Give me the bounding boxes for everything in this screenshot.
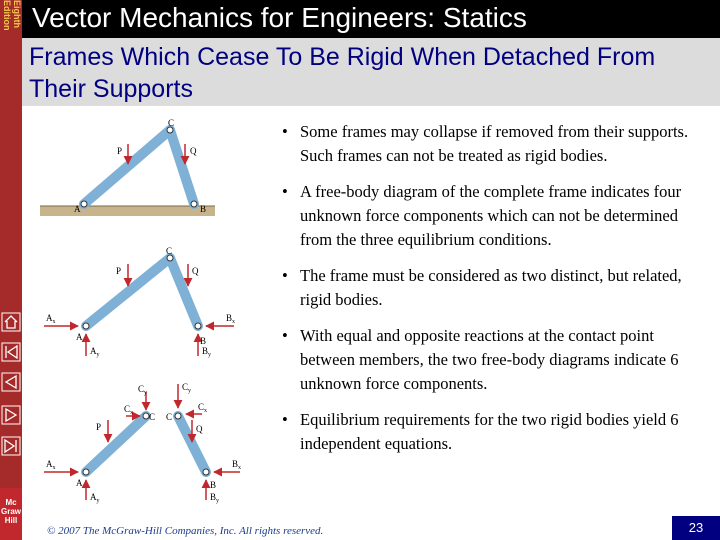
label-q: Q — [192, 266, 199, 276]
page-title: Vector Mechanics for Engineers: Statics — [32, 2, 527, 33]
pin-a — [81, 201, 87, 207]
label-c-left: C — [149, 412, 156, 422]
publisher-logo — [0, 488, 22, 540]
label-cx-right: $C_x$ — [198, 402, 208, 414]
sidebar — [0, 0, 22, 540]
bullet-item: • Equilibrium requirements for the two rigid bodies yield 6 independent equations. — [282, 408, 710, 456]
previous-slide-icon[interactable] — [1, 372, 21, 392]
page-number-badge: 23 — [672, 516, 720, 540]
bullet-item: • The frame must be considered as two distinct, but related, rigid bodies. — [282, 264, 710, 312]
label-cy-right: $C_y$ — [182, 382, 192, 394]
label-c-right: C — [166, 412, 173, 422]
pin-a — [83, 469, 89, 475]
home-icon[interactable] — [1, 312, 21, 332]
label-cx-left: $C_x$ — [124, 404, 134, 416]
pin-c-right — [175, 413, 181, 419]
first-slide-icon[interactable] — [1, 342, 21, 362]
logo-line2: Graw — [0, 507, 21, 516]
label-ax: $A_x$ — [46, 459, 56, 471]
figure-complete-fbd — [44, 246, 235, 358]
bullet-item: • Some frames may collapse if removed from their supports. Such frames can not be treated as rigid bodies. — [282, 120, 710, 168]
label-c: C — [166, 246, 173, 256]
pin-a — [83, 323, 89, 329]
edition-line1: Eighth — [12, 0, 22, 28]
label-bx: $B_x$ — [226, 313, 236, 325]
label-b: B — [210, 480, 217, 490]
member-cb — [170, 130, 194, 204]
pin-b — [203, 469, 209, 475]
frame-diagrams — [30, 114, 280, 514]
slide-subtitle: Frames Which Cease To Be Rigid When Detached From Their Supports — [29, 43, 656, 103]
label-q: Q — [190, 146, 197, 156]
label-p: P — [116, 266, 122, 276]
bullet-item: • With equal and opposite reactions at the contact point between members, the two free-body diagrams indicate 6 unknown force components. — [282, 324, 710, 396]
label-b: B — [200, 336, 207, 346]
last-slide-icon[interactable] — [1, 436, 21, 456]
figure-separated-fbd — [44, 382, 241, 504]
pin-b — [195, 323, 201, 329]
label-by: $B_y$ — [210, 492, 220, 504]
bullet-list — [282, 120, 710, 468]
label-ax: $A_x$ — [46, 313, 56, 325]
edition-line2: Edition — [2, 0, 12, 31]
label-by: $B_y$ — [202, 346, 212, 358]
label-a: A — [76, 332, 83, 342]
bullet-item: • A free-body diagram of the complete frame indicates four unknown force components which can not be determined from the three equilibrium conditions. — [282, 180, 710, 252]
subtitle-bar — [22, 38, 720, 106]
label-bx: $B_x$ — [232, 459, 242, 471]
label-a: A — [74, 204, 81, 214]
label-c: C — [168, 118, 175, 128]
label-a: A — [76, 478, 83, 488]
logo-line1: Mc — [5, 498, 17, 507]
ground — [40, 206, 215, 216]
label-b: B — [200, 204, 207, 214]
member-ac — [84, 130, 170, 204]
label-cy-left: $C_y$ — [138, 384, 148, 396]
label-p: P — [96, 422, 102, 432]
pin-b — [191, 201, 197, 207]
edition-label — [0, 0, 22, 42]
label-ay: $A_y$ — [90, 346, 100, 358]
figure-frame-on-supports — [40, 118, 215, 216]
logo-line3: Hill — [4, 516, 18, 525]
copyright-notice: © 2007 The McGraw-Hill Companies, Inc. All rights reserved. — [47, 525, 324, 537]
member-ac — [86, 416, 146, 472]
next-slide-icon[interactable] — [1, 405, 21, 425]
label-q: Q — [196, 424, 203, 434]
label-p: P — [117, 146, 123, 156]
label-ay: $A_y$ — [90, 492, 100, 504]
title-bar — [22, 0, 720, 38]
